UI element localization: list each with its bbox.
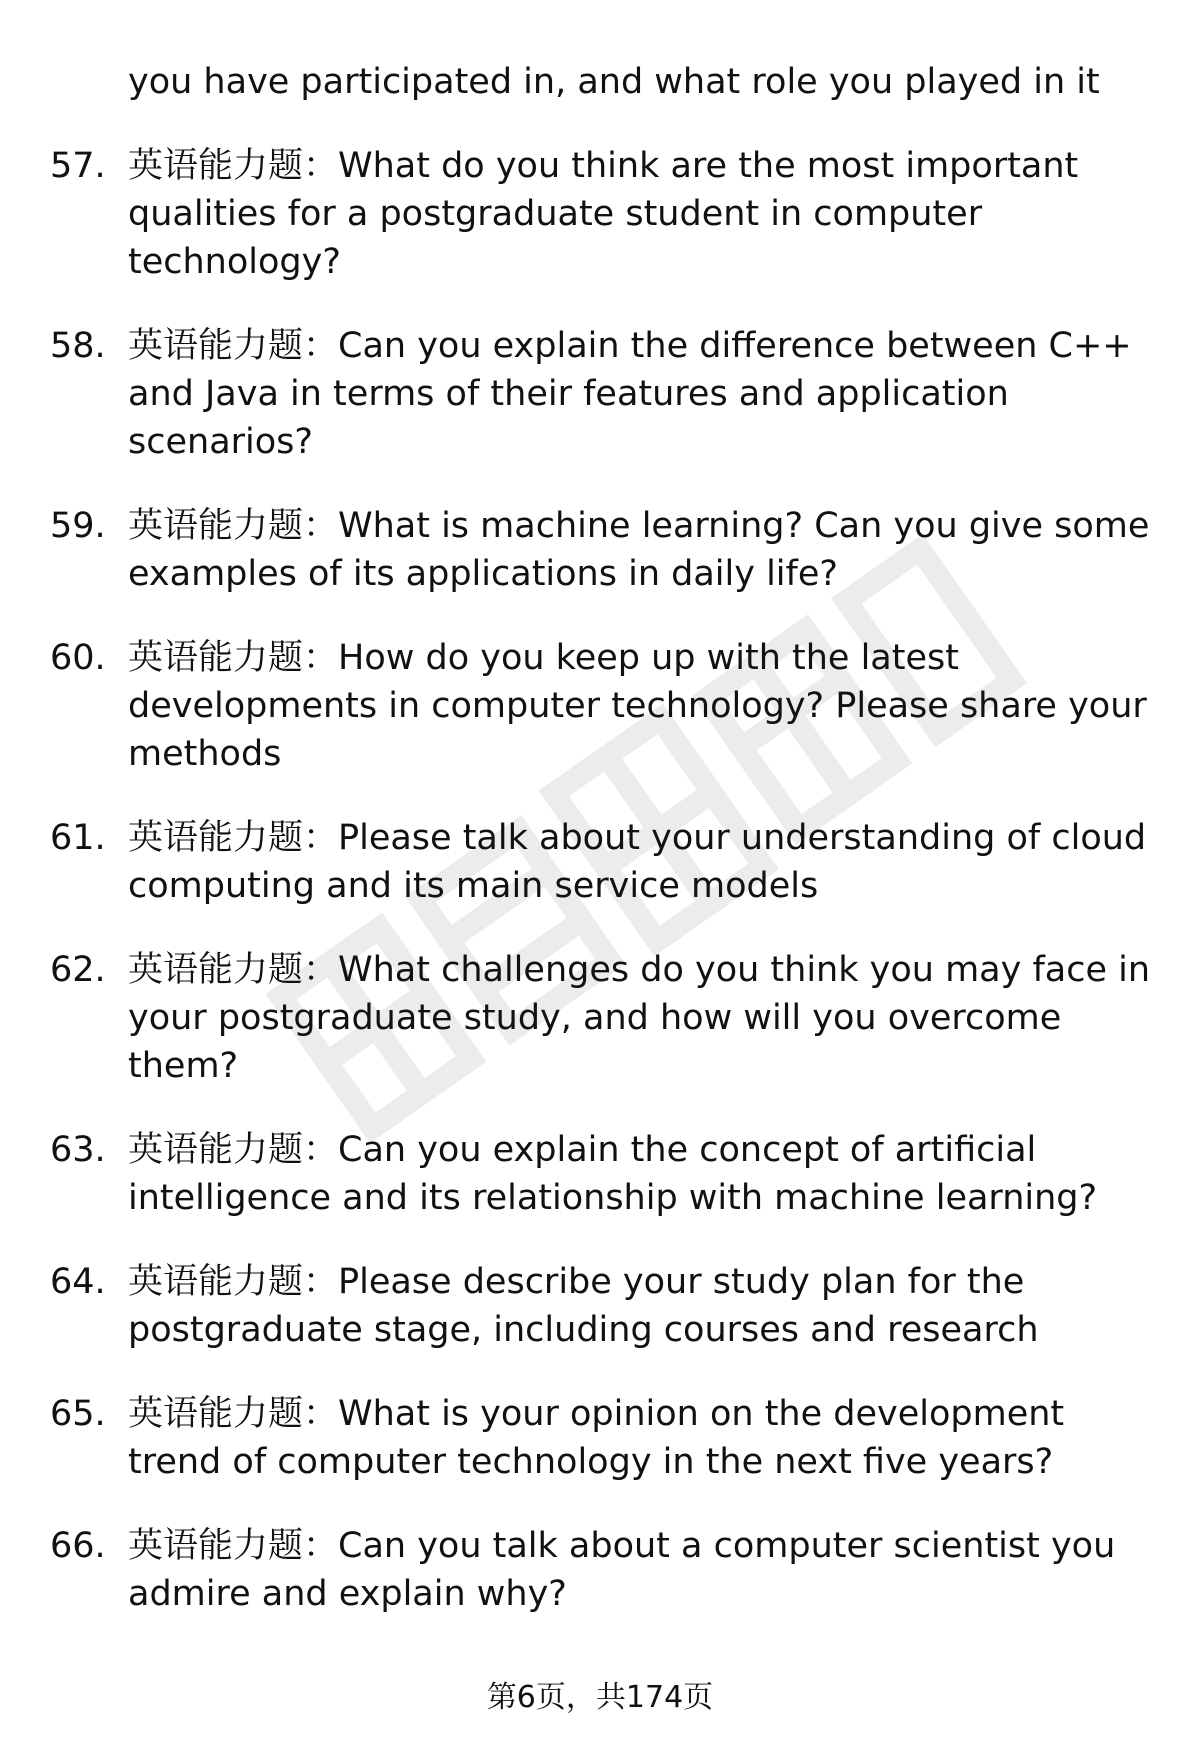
question-item xyxy=(50,814,1160,910)
question-item xyxy=(50,502,1160,598)
question-number: 65. xyxy=(50,1394,106,1434)
question-number: 61. xyxy=(50,818,106,858)
question-number: 66. xyxy=(50,1526,106,1566)
question-number: 58. xyxy=(50,326,106,366)
page-number-footer: 第6页，共174页 xyxy=(486,1680,714,1715)
question-item xyxy=(50,142,1160,286)
question-item xyxy=(50,946,1160,1090)
question-number: 64. xyxy=(50,1262,106,1302)
question-item xyxy=(50,1258,1160,1354)
question-list xyxy=(50,142,1160,1654)
question-number: 62. xyxy=(50,950,106,990)
question-item xyxy=(50,322,1160,466)
question-item xyxy=(50,1522,1160,1618)
question-text: 英语能力题：Please describe your study plan for the postgraduate stage, including courses and research xyxy=(128,1262,1039,1350)
question-text: 英语能力题：Can you explain the concept of artificial intelligence and its relationship with machine learning? xyxy=(128,1130,1098,1218)
question-text: 英语能力题：What do you think are the most important qualities for a postgraduate student in computer technology? xyxy=(128,146,1079,282)
question-number: 63. xyxy=(50,1130,106,1170)
question-item xyxy=(50,634,1160,778)
question-text: 英语能力题：How do you keep up with the latest developments in computer technology? Please share your methods xyxy=(128,638,1147,774)
question-text: 英语能力题：What is your opinion on the development trend of computer technology in the next five years? xyxy=(128,1394,1065,1482)
question-text: 英语能力题：Please talk about your understanding of cloud computing and its main service models xyxy=(128,818,1147,906)
question-text: 英语能力题：What is machine learning? Can you give some examples of its applications in daily life? xyxy=(128,506,1150,594)
question-number: 60. xyxy=(50,638,106,678)
question-item xyxy=(50,1126,1160,1222)
question-text: 英语能力题：What challenges do you think you may face in your postgraduate study, and how will you overcome them? xyxy=(128,950,1151,1086)
continued-question-text: you have participated in, and what role you played in it xyxy=(128,62,1100,102)
question-number: 57. xyxy=(50,146,106,186)
question-text: 英语能力题：Can you explain the difference between C++ and Java in terms of their features and application scenarios? xyxy=(128,326,1132,462)
question-number: 59. xyxy=(50,506,106,546)
question-text: 英语能力题：Can you talk about a computer scientist you admire and explain why? xyxy=(128,1526,1116,1614)
question-item xyxy=(50,1390,1160,1486)
